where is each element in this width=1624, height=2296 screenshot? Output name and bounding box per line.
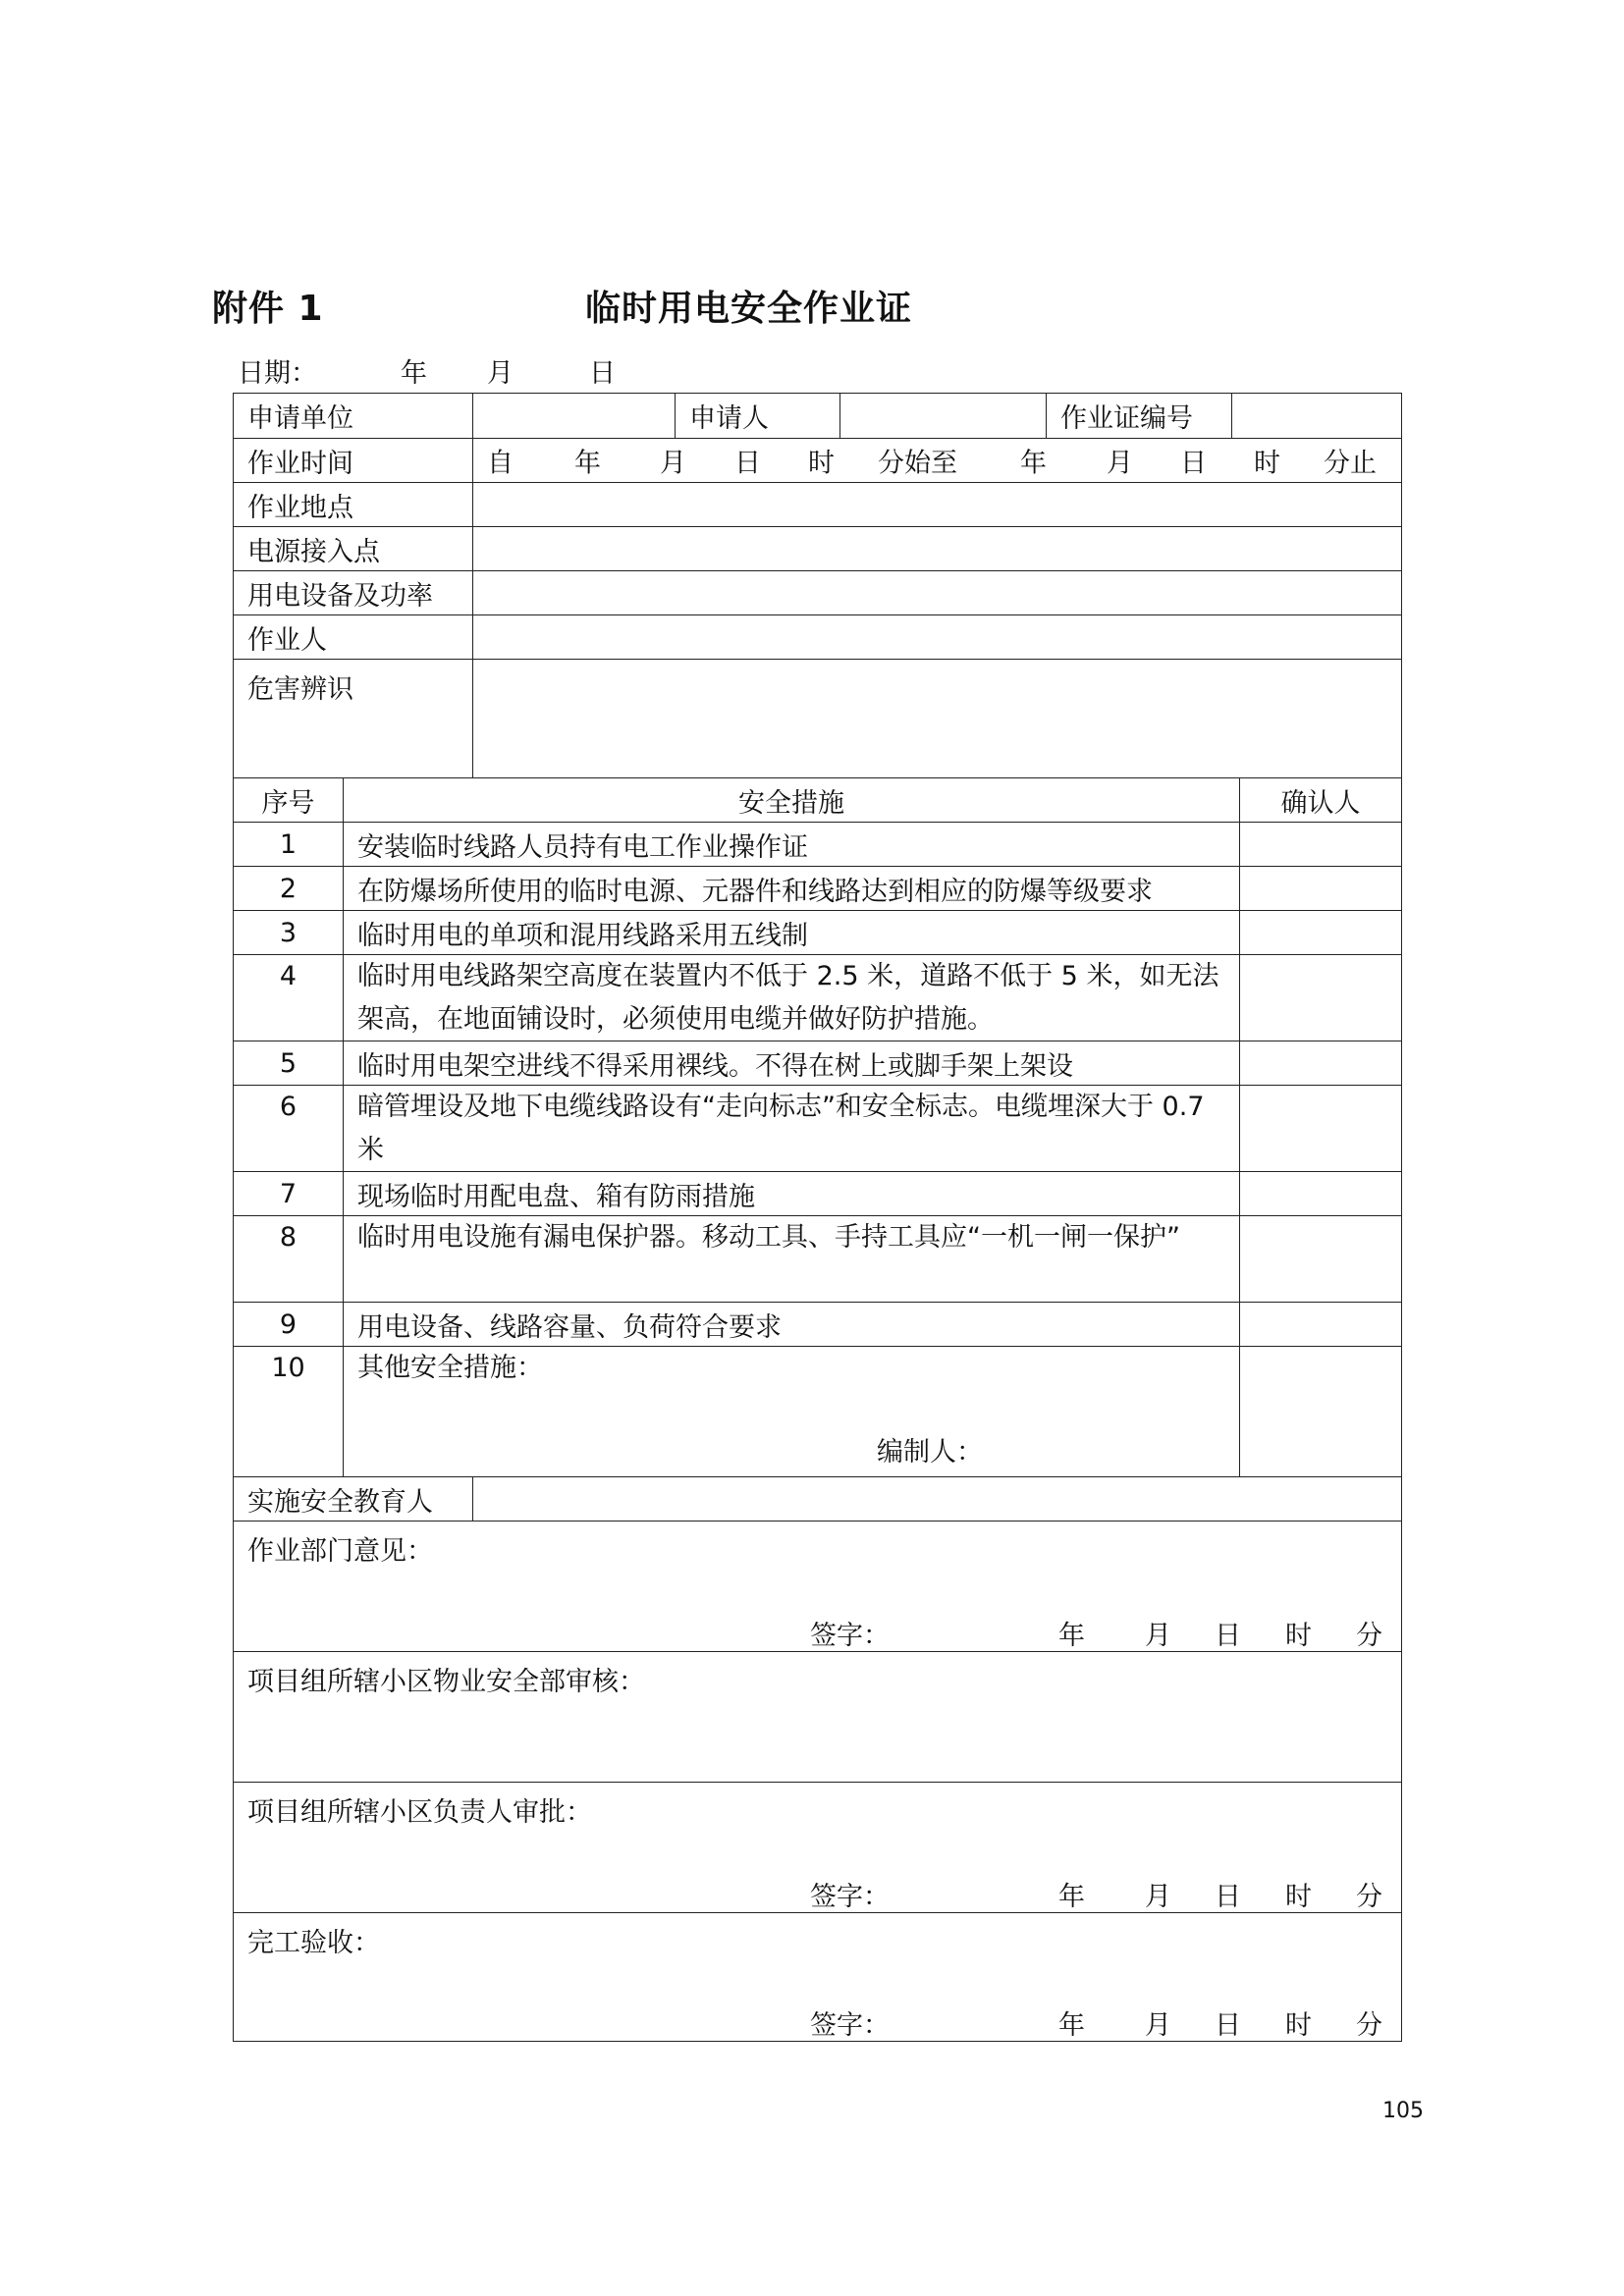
- sign-label: 签字：: [810, 2010, 890, 2041]
- applicant-label: 申请人: [675, 394, 839, 438]
- measure-text: 用电设备、线路容量、负荷符合要求: [343, 1303, 1239, 1346]
- date-month: 月: [487, 358, 514, 389]
- confirm-field[interactable]: [1239, 955, 1401, 1041]
- time-start-hour: 时: [808, 448, 835, 479]
- sign-minute: 分: [1356, 2010, 1382, 2041]
- measure-text: 暗管埋设及地下电缆线路设有“走向标志”和安全标志。电缆埋深大于 0.7 米: [343, 1086, 1239, 1171]
- permit-no-label: 作业证编号: [1046, 394, 1231, 438]
- work-time-field[interactable]: [472, 439, 1401, 482]
- measure-no: 7: [279, 1178, 298, 1209]
- measure-row: [234, 954, 1401, 1041]
- worker-field[interactable]: [472, 615, 1401, 659]
- dept-opinion-field[interactable]: [234, 1522, 1401, 1651]
- work-time-label: 作业时间: [247, 448, 353, 479]
- sign-day: 日: [1215, 1882, 1241, 1912]
- time-end-day: 日: [1180, 448, 1207, 479]
- confirm-field[interactable]: [1239, 823, 1401, 866]
- date-label: 日期：: [238, 358, 317, 389]
- sign-month: 月: [1145, 1621, 1171, 1651]
- completion-label: 完工验收：: [247, 1928, 380, 1958]
- measure-no: 3: [279, 917, 298, 948]
- sign-hour: 时: [1285, 2010, 1312, 2041]
- leader-approval-label: 项目组所辖小区负责人审批：: [247, 1797, 592, 1828]
- time-end-month: 月: [1107, 448, 1133, 479]
- completion-field[interactable]: [234, 1913, 1401, 2041]
- dept-opinion-label: 作业部门意见：: [247, 1536, 433, 1567]
- time-from: 自: [487, 448, 514, 479]
- other-measures-field[interactable]: [343, 1347, 1239, 1476]
- equipment-label: 用电设备及功率: [247, 580, 433, 612]
- applicant-field[interactable]: [839, 394, 1046, 438]
- measure-no: 6: [279, 1092, 298, 1122]
- measure-row: [234, 1302, 1401, 1346]
- measure-text: 临时用电架空进线不得采用裸线。不得在树上或脚手架上架设: [343, 1041, 1239, 1085]
- power-point-field[interactable]: [472, 527, 1401, 570]
- hazard-label: 危害辨识: [247, 674, 353, 705]
- confirm-field[interactable]: [1239, 1172, 1401, 1215]
- measure-row: [234, 1346, 1401, 1476]
- measure-text: 其他安全措施：: [357, 1353, 543, 1383]
- time-end-hour: 时: [1254, 448, 1280, 479]
- time-start-year: 年: [574, 448, 601, 479]
- sign-label: 签字：: [810, 1882, 890, 1912]
- hazard-field[interactable]: [472, 660, 1401, 777]
- location-row: [234, 482, 1401, 526]
- measure-row: [234, 910, 1401, 954]
- sign-label: 签字：: [810, 1621, 890, 1651]
- measure-no: 4: [279, 961, 298, 991]
- time-start-month: 月: [660, 448, 686, 479]
- time-end-min: 分止: [1324, 448, 1377, 479]
- power-point-label: 电源接入点: [247, 536, 380, 567]
- measure-text: 在防爆场所使用的临时电源、元器件和线路达到相应的防爆等级要求: [343, 867, 1239, 910]
- sign-month: 月: [1145, 2010, 1171, 2041]
- confirm-field[interactable]: [1239, 1303, 1401, 1346]
- measure-no: 8: [279, 1222, 298, 1253]
- sign-minute: 分: [1356, 1882, 1382, 1912]
- location-field[interactable]: [472, 483, 1401, 526]
- education-field[interactable]: [472, 1477, 1401, 1521]
- location-label: 作业地点: [247, 492, 353, 523]
- measure-row: [234, 866, 1401, 910]
- worker-label: 作业人: [247, 624, 327, 656]
- document-title: 临时用电安全作业证: [585, 289, 913, 329]
- col-confirm-header: 确认人: [1239, 778, 1401, 822]
- property-review-row: [234, 1651, 1401, 1782]
- education-row: [234, 1476, 1401, 1521]
- sign-year: 年: [1058, 2010, 1085, 2041]
- confirm-field[interactable]: [1239, 1086, 1401, 1171]
- dept-opinion-row: [234, 1521, 1401, 1651]
- leader-approval-row: [234, 1782, 1401, 1912]
- measure-row: [234, 1215, 1401, 1302]
- measure-text: 临时用电的单项和混用线路采用五线制: [343, 911, 1239, 954]
- property-review-field[interactable]: [234, 1652, 1401, 1782]
- applicant-row: [234, 394, 1401, 438]
- col-measure-header: 安全措施: [343, 778, 1239, 822]
- measure-text: 临时用电线路架空高度在装置内不低于 2.5 米，道路不低于 5 米，如无法架高，在地面铺设时，必须使用电缆并做好防护措施。: [343, 955, 1239, 1041]
- sign-day: 日: [1215, 2010, 1241, 2041]
- applicant-unit-label: 申请单位: [247, 403, 353, 434]
- time-end-year: 年: [1020, 448, 1047, 479]
- measure-no: 9: [279, 1308, 298, 1340]
- sign-year: 年: [1058, 1882, 1085, 1912]
- power-point-row: [234, 526, 1401, 570]
- leader-approval-field[interactable]: [234, 1783, 1401, 1912]
- sign-year: 年: [1058, 1621, 1085, 1651]
- compiler-label: 编制人：: [877, 1437, 983, 1468]
- education-label: 实施安全教育人: [247, 1486, 433, 1518]
- time-start-day: 日: [734, 448, 761, 479]
- measure-text: 临时用电设施有漏电保护器。移动工具、手持工具应“一机一闸一保护”: [343, 1216, 1239, 1302]
- equipment-row: [234, 570, 1401, 614]
- measure-row: [234, 1041, 1401, 1085]
- measure-row: [234, 1171, 1401, 1215]
- confirm-field[interactable]: [1239, 1041, 1401, 1085]
- confirm-field[interactable]: [1239, 1347, 1401, 1476]
- measure-text: 安装临时线路人员持有电工作业操作证: [343, 823, 1239, 866]
- col-no-header: 序号: [261, 787, 315, 819]
- applicant-unit-field[interactable]: [472, 394, 675, 438]
- confirm-field[interactable]: [1239, 867, 1401, 910]
- sign-minute: 分: [1356, 1621, 1382, 1651]
- time-start-min: 分始至: [878, 448, 957, 479]
- sign-hour: 时: [1285, 1882, 1312, 1912]
- equipment-field[interactable]: [472, 571, 1401, 614]
- attachment-label: 附件 1: [212, 289, 324, 329]
- worker-row: [234, 614, 1401, 659]
- confirm-field[interactable]: [1239, 911, 1401, 954]
- work-time-row: [234, 438, 1401, 482]
- hazard-row: [234, 659, 1401, 777]
- sign-hour: 时: [1285, 1621, 1312, 1651]
- measure-row: [234, 1085, 1401, 1171]
- measure-no: 2: [279, 873, 298, 904]
- measure-no: 5: [279, 1047, 298, 1079]
- date-year: 年: [401, 358, 427, 389]
- page-number: 105: [1382, 2099, 1424, 2123]
- permit-form: [233, 393, 1402, 2042]
- date-day: 日: [589, 358, 616, 389]
- sign-day: 日: [1215, 1621, 1241, 1651]
- measure-text: 现场临时用配电盘、箱有防雨措施: [343, 1172, 1239, 1215]
- sign-month: 月: [1145, 1882, 1171, 1912]
- measure-no: 10: [271, 1353, 305, 1383]
- measures-header-row: [234, 777, 1401, 822]
- measure-row: [234, 822, 1401, 866]
- confirm-field[interactable]: [1239, 1216, 1401, 1302]
- completion-row: [234, 1912, 1401, 2041]
- permit-no-field[interactable]: [1231, 394, 1401, 438]
- measure-no: 1: [279, 828, 298, 860]
- property-review-label: 项目组所辖小区物业安全部审核：: [247, 1667, 645, 1697]
